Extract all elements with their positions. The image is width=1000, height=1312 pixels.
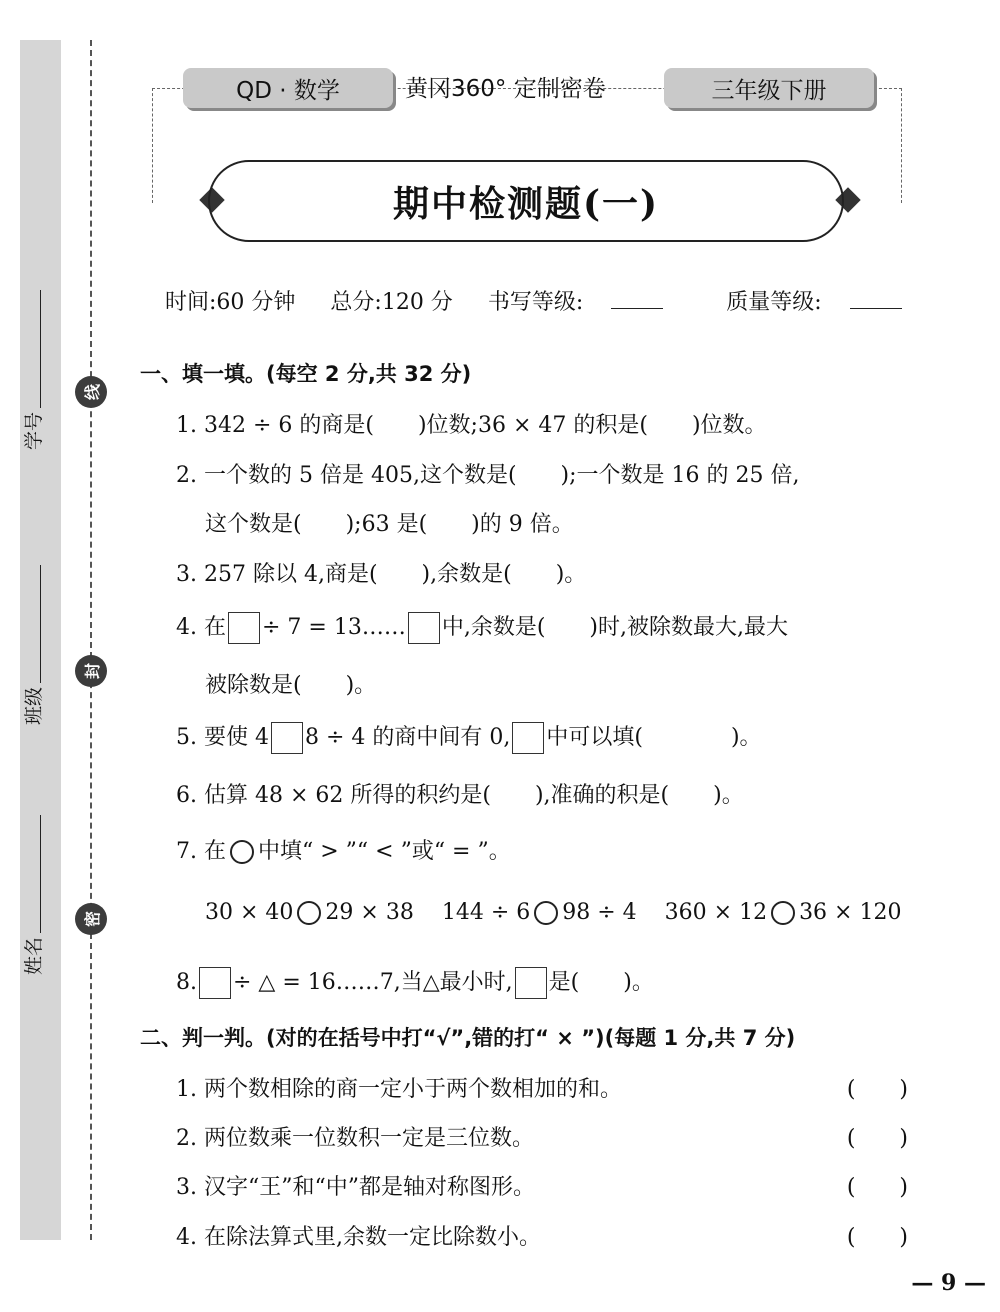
judge-item: 4. 在除法算式里,余数一定比除数小。 (176, 1225, 541, 1250)
grade-pill: 三年级下册 (664, 68, 874, 108)
question-1-3: 3. 257 除以 4,商是( ),余数是( )。 (176, 562, 587, 587)
question-1-6: 6. 估算 48 × 62 所得的积约是( ),准确的积是( )。 (176, 783, 744, 808)
subject-pill: QD · 数学 (183, 68, 393, 108)
quality-grade: 质量等级: (726, 290, 929, 315)
cut-line (90, 40, 92, 1240)
exam-meta (165, 285, 958, 316)
student-id-label: 学号 (22, 411, 45, 450)
name-field[interactable] (17, 795, 47, 975)
writing-grade: 书写等级: (488, 290, 691, 315)
total-score: 总分:120 分 (330, 290, 453, 315)
section1-heading: 一、填一填。(每空 2 分,共 32 分) (140, 362, 472, 386)
judge-item: 1. 两个数相除的商一定小于两个数相加的和。 (176, 1077, 622, 1102)
question-1-1: 1. 342 ÷ 6 的商是( )位数;36 × 47 的积是( )位数。 (176, 413, 767, 438)
page-title: 期中检测题(一) (208, 160, 844, 242)
student-id-field[interactable] (17, 270, 47, 450)
compare-circle[interactable] (297, 901, 321, 925)
judge-item: 3. 汉字“王”和“中”都是轴对称图形。 (176, 1175, 535, 1200)
blank-box[interactable] (228, 612, 260, 644)
question-1-4b: 被除数是( )。 (205, 673, 377, 698)
judge-item: 2. 两位数乘一位数积一定是三位数。 (176, 1126, 534, 1151)
class-label: 班级 (22, 686, 45, 725)
seal-seal: 封 (75, 655, 107, 687)
question-1-2a: 2. 一个数的 5 倍是 405,这个数是( );一个数是 16 的 25 倍, (176, 463, 800, 488)
question-1-5: 5. 要使 4 8 ÷ 4 的商中间有 0, 中可以填( )。 (176, 720, 762, 754)
page-number: — 9 — (911, 1270, 986, 1296)
name-label: 姓名 (22, 936, 45, 975)
section2-heading: 二、判一判。(对的在括号中打“√”,错的打“ × ”)(每题 1 分,共 7 分) (140, 1026, 796, 1050)
blank-box[interactable] (271, 722, 303, 754)
question-1-7: 7. 在 中填“ > ”“ < ”或“ = ”。 (176, 839, 511, 864)
answer-paren[interactable]: ( ) (846, 1077, 908, 1102)
blank-box[interactable] (512, 722, 544, 754)
seal-secret: 密 (75, 903, 107, 935)
question-1-2b: 这个数是( );63 是( )的 9 倍。 (205, 512, 574, 537)
answer-paren[interactable]: ( ) (846, 1225, 908, 1250)
answer-paren[interactable]: ( ) (846, 1126, 908, 1151)
seal-line: 线 (75, 376, 107, 408)
answer-paren[interactable]: ( ) (846, 1175, 908, 1200)
blank-box[interactable] (515, 967, 547, 999)
circle-icon (230, 840, 254, 864)
compare-circle[interactable] (771, 901, 795, 925)
time-info: 时间:60 分钟 (165, 290, 296, 315)
blank-box[interactable] (199, 967, 231, 999)
question-1-8: 8. ÷ △ = 16……7,当△最小时, 是( )。 (176, 965, 654, 999)
blank-box[interactable] (408, 612, 440, 644)
series-title: 黄冈360° 定制密卷 (405, 76, 606, 102)
compare-circle[interactable] (534, 901, 558, 925)
question-1-4: 4. 在 ÷ 7 = 13…… 中,余数是( )时,被除数最大,最大 (176, 610, 788, 644)
class-field[interactable] (17, 545, 47, 725)
question-1-7-items: 30 × 40 29 × 38 144 ÷ 6 98 ÷ 4 360 × 12 36 × 120 (205, 900, 902, 925)
